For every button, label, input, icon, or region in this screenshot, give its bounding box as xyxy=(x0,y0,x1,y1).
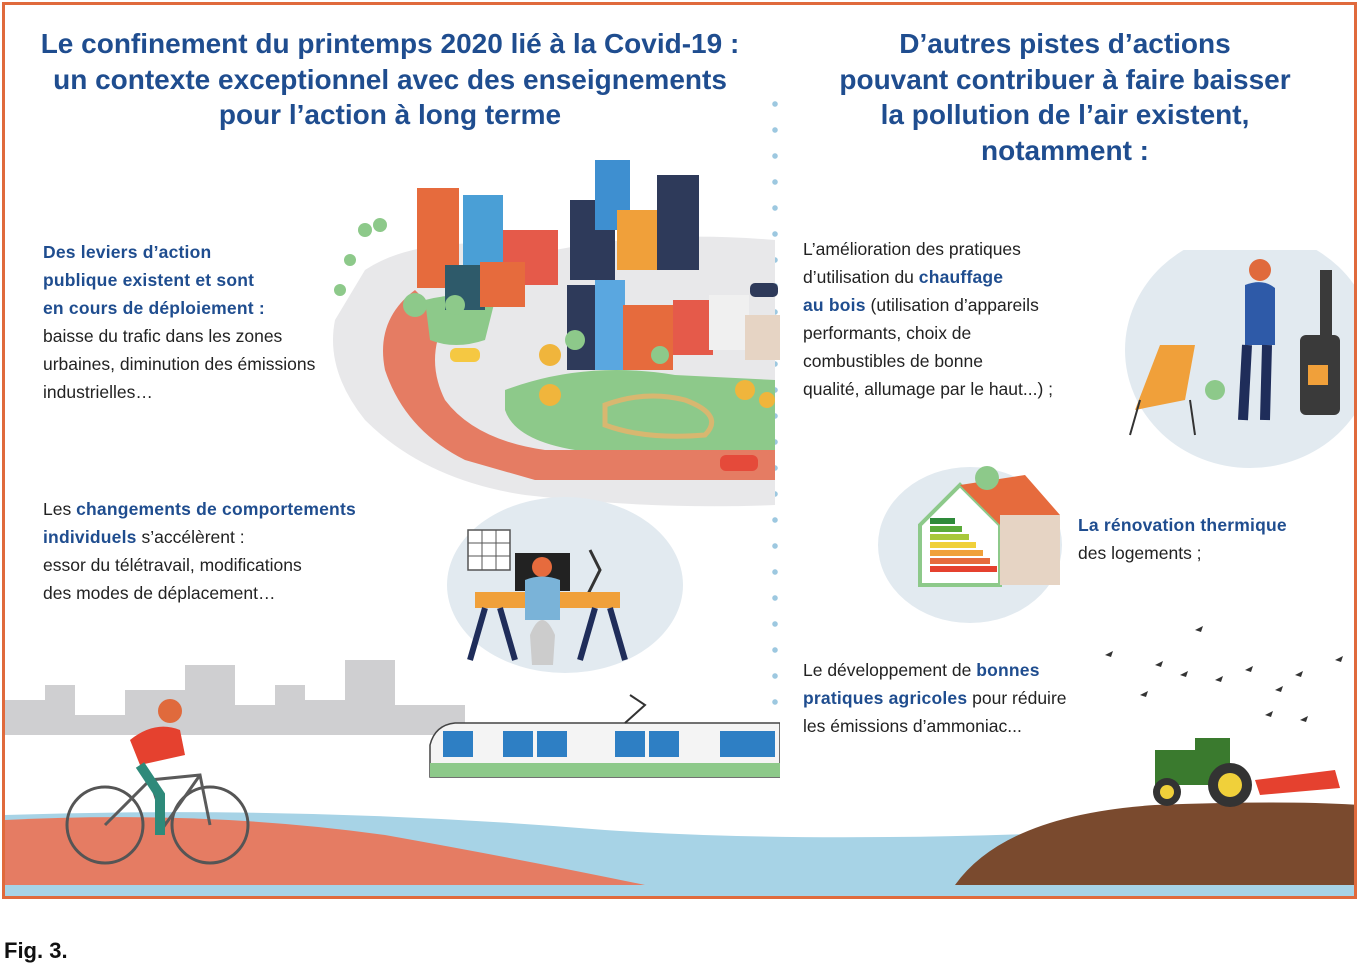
behaviour-block: Les changements de comportements individuels s’accélèrent : essor du télétravail, modifications des modes de déplacement… xyxy=(43,499,356,603)
house-energy-illustration xyxy=(875,460,1070,625)
right-title: D’autres pistes d’actions pouvant contribuer à faire baisser la pollution de l’air existent, notamment : xyxy=(839,28,1291,166)
agriculture-block: Le développement de bonnes pratiques agricoles pour réduire les émissions d’ammoniac... xyxy=(803,660,1067,736)
renovation-block: La rénovation thermique des logements ; xyxy=(1078,515,1287,563)
levers-block: Des leviers d’action publique existent et sont en cours de déploiement : baisse du trafic dans les zones urbaines, diminution des émissions industrielles… xyxy=(43,242,316,402)
infographic-frame xyxy=(2,2,1357,899)
left-title: Le confinement du printemps 2020 lié à la Covid-19 : un contexte exceptionnel avec des enseignements pour l’action à long terme xyxy=(40,28,740,130)
tram xyxy=(430,695,780,777)
tractor-illustration xyxy=(1095,620,1355,820)
wood-heating-illustration xyxy=(1115,250,1357,470)
cyclist-illustration xyxy=(60,695,260,875)
city-illustration xyxy=(305,150,780,510)
wood-heating-block: L’amélioration des pratiques d’utilisation du chauffage au bois (utilisation d’appareils performants, choix de combustibles de bonne qualité, allumage par le haut...) ; xyxy=(803,239,1054,399)
figure-label: Fig. 3. xyxy=(4,938,68,963)
